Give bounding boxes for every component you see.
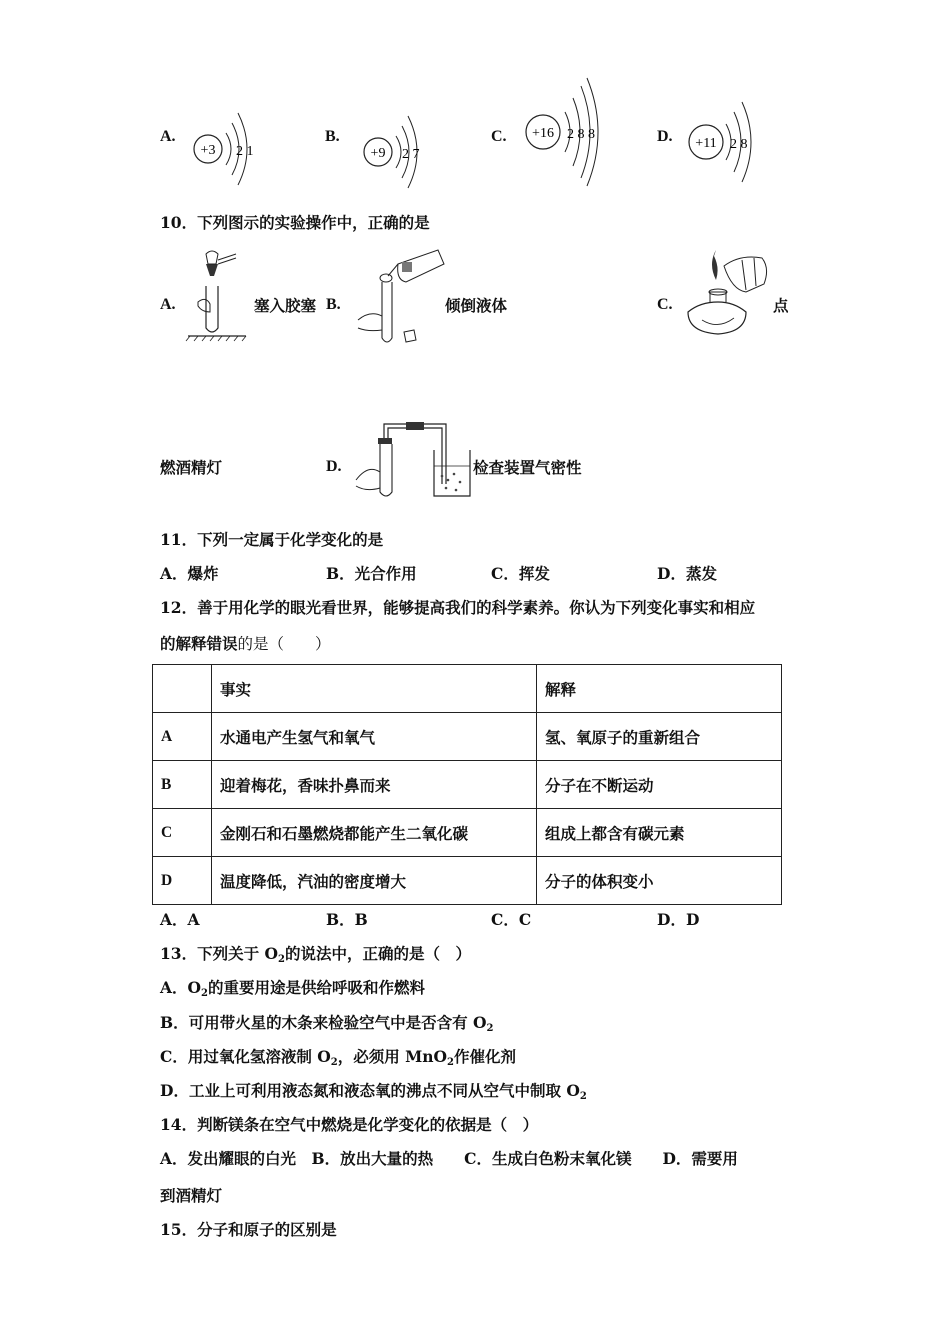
q12-option-a[interactable]: A．A bbox=[160, 910, 200, 929]
atom-structure-diagram bbox=[686, 98, 766, 184]
header-cell-explanation: 解释 bbox=[537, 665, 782, 713]
q12-option-b[interactable]: B．B bbox=[326, 910, 368, 929]
q14-options-line1[interactable]: A．发出耀眼的白光 B．放出大量的热 C．生成白色粉末氧化镁 D．需要用 bbox=[160, 1149, 738, 1168]
explanation-cell: 分子的体积变小 bbox=[537, 857, 782, 905]
table-header-row bbox=[153, 665, 782, 713]
atom-structure-diagram bbox=[360, 108, 440, 190]
option-label: D. bbox=[657, 128, 673, 145]
option-text-c-part1: 点 bbox=[773, 296, 789, 315]
explanation-cell: 氢、氧原子的重新组合 bbox=[537, 713, 782, 761]
option-label-d[interactable]: D. bbox=[326, 458, 342, 475]
electron-shells: 2 7 bbox=[402, 147, 420, 162]
atom-structure-diagram bbox=[190, 105, 270, 187]
q14-stem: 14．判断镁条在空气中燃烧是化学变化的依据是（ ） bbox=[160, 1115, 539, 1134]
q12-stem-tail: 的是（ ） bbox=[237, 635, 331, 653]
nucleus-charge: +9 bbox=[370, 146, 386, 161]
alcohol-lamp-lighting-illustration bbox=[684, 246, 774, 342]
row-key: A bbox=[153, 713, 212, 761]
nucleus-charge: +11 bbox=[695, 136, 717, 151]
table-row bbox=[153, 857, 782, 905]
q12-stem-line2 bbox=[160, 632, 331, 654]
q12-option-c[interactable]: C．C bbox=[491, 910, 532, 929]
header-cell bbox=[153, 665, 212, 713]
option-text-d: 检查装置气密性 bbox=[473, 458, 582, 477]
airtightness-check-illustration bbox=[350, 414, 474, 500]
q11-stem: 11．下列一定属于化学变化的是 bbox=[160, 530, 384, 549]
option-text-a: 塞入胶塞 bbox=[254, 296, 317, 315]
facts-explanations-table bbox=[152, 664, 782, 905]
table-row bbox=[153, 713, 782, 761]
header-cell-fact: 事实 bbox=[212, 665, 537, 713]
q13-option-c[interactable]: C．用过氧化氢溶液制 $O_2$，必须用 MnO$_2$作催化剂 bbox=[160, 1047, 517, 1068]
option-text-b: 倾倒液体 bbox=[445, 296, 508, 315]
row-key: C bbox=[153, 809, 212, 857]
q11-option-d[interactable]: D．蒸发 bbox=[657, 564, 717, 583]
table-row bbox=[153, 761, 782, 809]
option-label-a[interactable]: A. bbox=[160, 296, 176, 313]
q15-stem: 15．分子和原子的区别是 bbox=[160, 1220, 337, 1239]
q11-option-b[interactable]: B．光合作用 bbox=[326, 564, 417, 583]
electron-shells: 2 8 8 bbox=[567, 127, 595, 142]
electron-shells: 2 8 bbox=[730, 137, 748, 152]
q10-stem: 10．下列图示的实验操作中，正确的是 bbox=[160, 213, 430, 232]
option-text-c-part2: 燃酒精灯 bbox=[160, 458, 223, 477]
q13-option-d[interactable]: D．工业上可利用液态氮和液态氧的沸点不同从空气中制取 $O_2$ bbox=[160, 1081, 587, 1102]
table-row bbox=[153, 809, 782, 857]
electron-shells: 2 1 bbox=[236, 144, 254, 159]
option-label: A. bbox=[160, 128, 176, 145]
q12-stem-line1: 12．善于用化学的眼光看世界，能够提高我们的科学素养。你认为下列变化事实和相应 bbox=[160, 598, 756, 617]
row-key: D bbox=[153, 857, 212, 905]
explanation-cell: 分子在不断运动 bbox=[537, 761, 782, 809]
pour-liquid-illustration bbox=[350, 240, 446, 350]
fact-cell: 水通电产生氢气和氧气 bbox=[212, 713, 537, 761]
nucleus-charge: +3 bbox=[200, 143, 216, 158]
q12-emphasis: 的解释错误 bbox=[160, 634, 238, 653]
fact-cell: 金刚石和石墨燃烧都能产生二氧化碳 bbox=[212, 809, 537, 857]
q14-options-line2[interactable]: 到酒精灯 bbox=[160, 1186, 223, 1205]
q13-option-b[interactable]: B．可用带火星的木条来检验空气中是否含有 $O_2$ bbox=[160, 1013, 494, 1034]
option-label-b[interactable]: B. bbox=[326, 296, 341, 313]
insert-stopper-illustration bbox=[184, 246, 250, 342]
explanation-cell: 组成上都含有碳元素 bbox=[537, 809, 782, 857]
q11-option-a[interactable]: A．爆炸 bbox=[160, 564, 219, 583]
option-label-c[interactable]: C. bbox=[657, 296, 673, 313]
q13-option-a[interactable]: A．$O_2$的重要用途是供给呼吸和作燃料 bbox=[160, 978, 426, 999]
q13-stem: 13．下列关于 $O_2$的说法中，正确的是（ ） bbox=[160, 944, 471, 965]
option-label: C. bbox=[491, 128, 507, 145]
fact-cell: 温度降低，汽油的密度增大 bbox=[212, 857, 537, 905]
option-label: B. bbox=[325, 128, 340, 145]
nucleus-charge: +16 bbox=[532, 126, 554, 141]
row-key: B bbox=[153, 761, 212, 809]
q12-option-d[interactable]: D．D bbox=[657, 910, 700, 929]
q11-option-c[interactable]: C．挥发 bbox=[491, 564, 550, 583]
fact-cell: 迎着梅花，香味扑鼻而来 bbox=[212, 761, 537, 809]
atom-structure-diagram bbox=[523, 76, 613, 188]
